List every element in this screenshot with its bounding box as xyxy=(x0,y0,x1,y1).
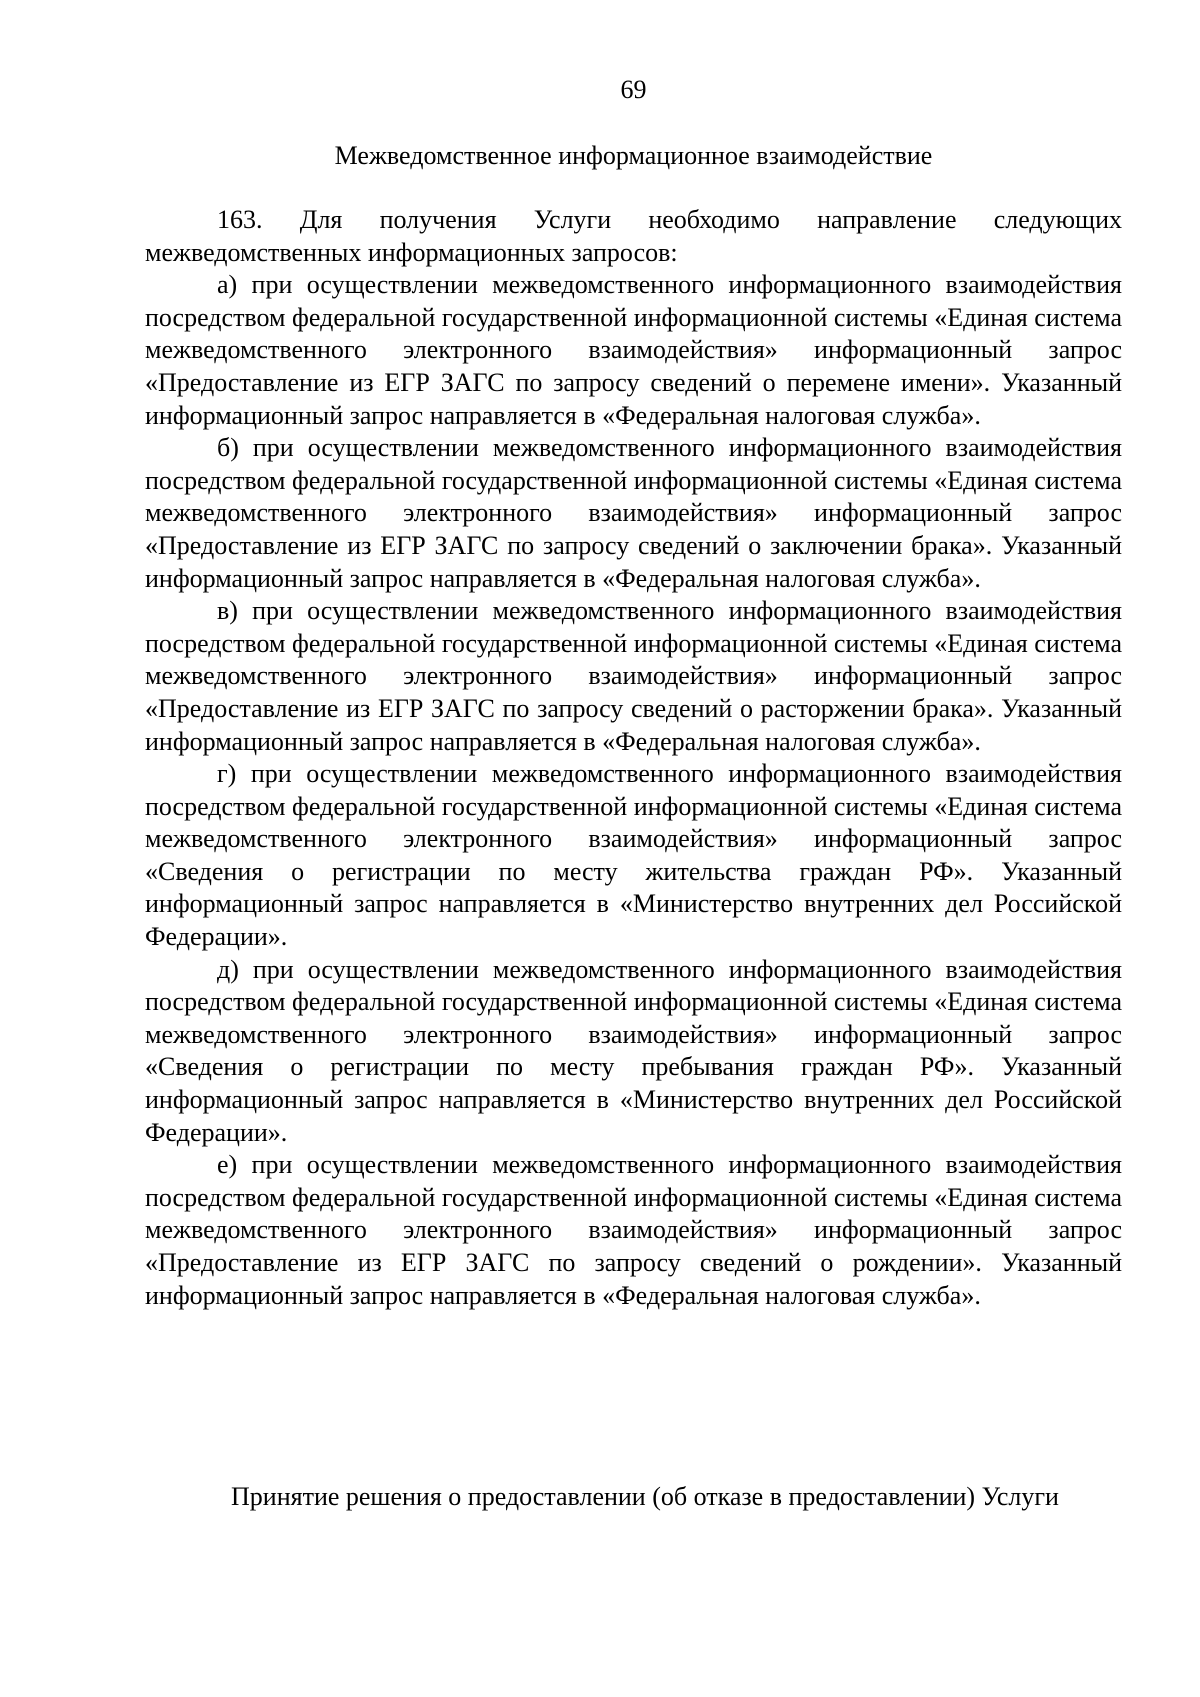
paragraph-item-d: д) при осуществлении межведомственного информационного взаимодействия посредством федеральной государственной информационной системы «Единая система межведомственного электронного взаимодействия» информационный запрос «Сведения о регистрации по месту пребывания граждан РФ». Указанный информационный запрос направляется в «Министерство внутренних дел Российской Федерации». xyxy=(145,954,1122,1147)
page-number: 69 xyxy=(620,75,647,104)
section-heading-interagency: Межведомственное информационное взаимодействие xyxy=(334,141,933,170)
paragraph-item-b: б) при осуществлении межведомственного информационного взаимодействия посредством федеральной государственной информационной системы «Единая система межведомственного электронного взаимодействия» информационный запрос «Предоставление из ЕГР ЗАГС по запросу сведений о заключении брака». Указанный информационный запрос направляется в «Федеральная налоговая служба». xyxy=(145,433,1122,593)
paragraph-item-v: в) при осуществлении межведомственного информационного взаимодействия посредством федеральной государственной информационной системы «Единая система межведомственного электронного взаимодействия» информационный запрос «Предоставление из ЕГР ЗАГС по запросу сведений о расторжении брака». Указанный информационный запрос направляется в «Федеральная налоговая служба». xyxy=(145,596,1122,756)
section-heading-decision: Принятие решения о предоставлении (об отказе в предоставлении) Услуги xyxy=(231,1482,1059,1511)
paragraph-item-g: г) при осуществлении межведомственного информационного взаимодействия посредством федеральной государственной информационной системы «Единая система межведомственного электронного взаимодействия» информационный запрос «Сведения о регистрации по месту жительства граждан РФ». Указанный информационный запрос направляется в «Министерство внутренних дел Российской Федерации». xyxy=(145,759,1122,952)
paragraph-item-e: е) при осуществлении межведомственного информационного взаимодействия посредством федеральной государственной информационной системы «Единая система межведомственного электронного взаимодействия» информационный запрос «Предоставление из ЕГР ЗАГС по запросу сведений о рождении». Указанный информационный запрос направляется в «Федеральная налоговая служба». xyxy=(145,1150,1122,1310)
paragraph-item-a: а) при осуществлении межведомственного информационного взаимодействия посредством федеральной государственной информационной системы «Единая система межведомственного электронного взаимодействия» информационный запрос «Предоставление из ЕГР ЗАГС по запросу сведений о перемене имени». Указанный информационный запрос направляется в «Федеральная налоговая служба». xyxy=(145,270,1122,430)
paragraph-163: 163. Для получения Услуги необходимо направление следующих межведомственных информационных запросов: xyxy=(145,205,1122,267)
document-body xyxy=(145,204,1122,1312)
document-page xyxy=(145,0,1122,1697)
